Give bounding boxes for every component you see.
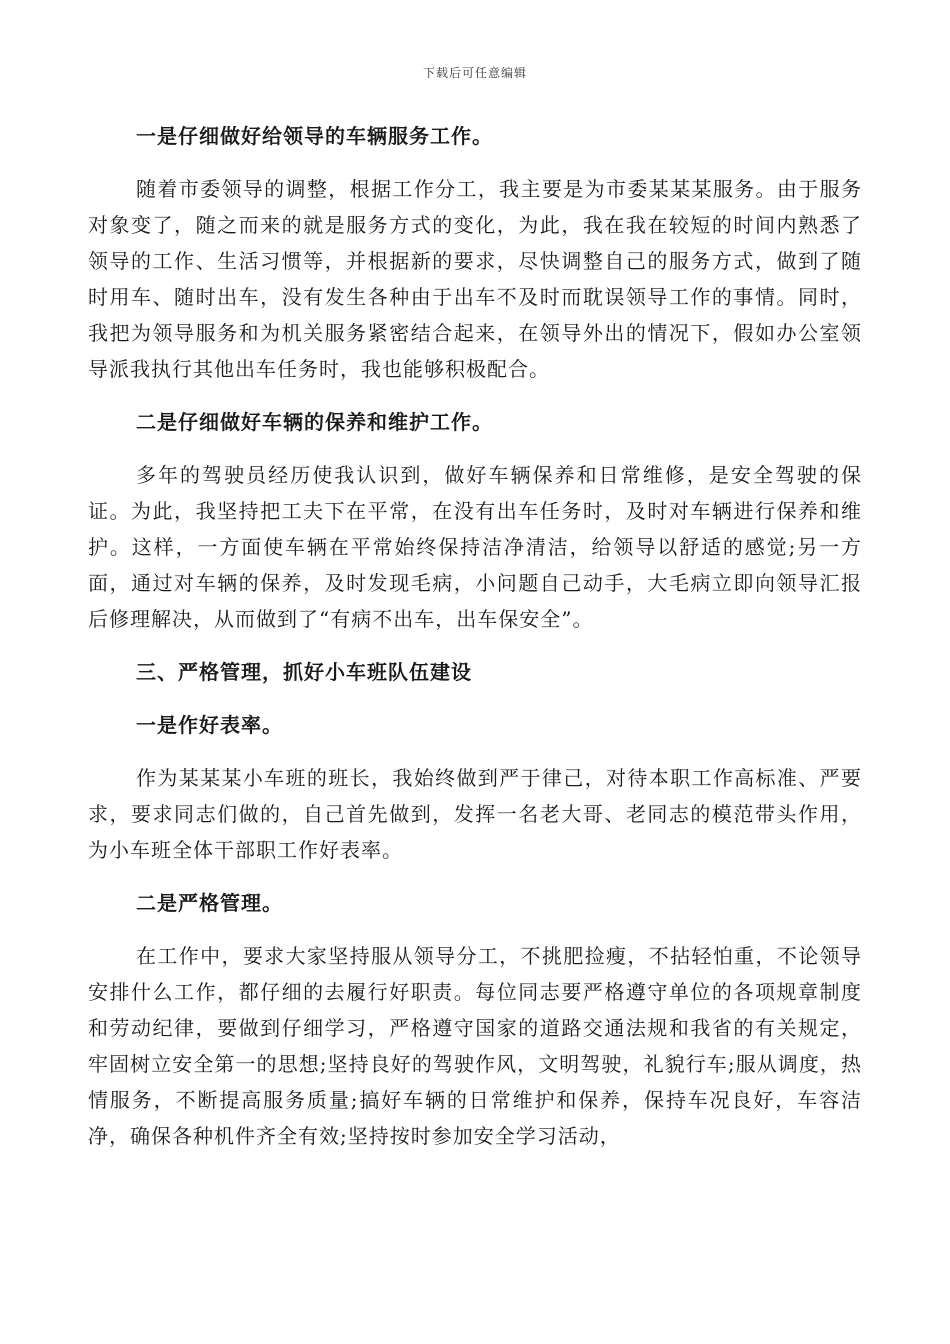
section-heading: 一是仔细做好给领导的车辆服务工作。: [136, 124, 493, 148]
body-paragraph: 随着市委领导的调整，根据工作分工，我主要是为市委某某某服务。由于服务对象变了，随之而来的就是服务方式的变化，为此，我在我在较短的时间内熟悉了领导的工作、生活习惯等，并根据新的要求，尽快调整自己的服务方式，做到了随时用车、随时出车，没有发生各种由于出车不及时而耽误领导工作的事情。同时，我把为领导服务和为机关服务紧密结合起来，在领导外出的情况下，假如办公室领导派我执行其他出车任务时，我也能够积极配合。: [88, 177, 862, 381]
section-heading: 二是仔细做好车辆的保养和维护工作。: [136, 410, 493, 434]
subsection-heading: 二是严格管理。: [136, 891, 283, 915]
body-paragraph: 多年的驾驶员经历使我认识到，做好车辆保养和日常维修，是安全驾驶的保证。为此，我坚持把工夫下在平常，在没有出车任务时，及时对车辆进行保养和维护。这样，一方面使车辆在平常始终保持洁净清洁，给领导以舒适的感觉;另一方面，通过对车辆的保养，及时发现毛病，小问题自己动手，大毛病立即向领导汇报后修理解决，从而做到了“有病不出车，出车保安全”。: [88, 463, 862, 631]
section-heading: 三、严格管理，抓好小车班队伍建设: [136, 660, 472, 684]
page-header-note: 下载后可任意编辑: [422, 66, 527, 80]
subsection-heading: 一是作好表率。: [136, 713, 283, 737]
document-body: [88, 118, 862, 1154]
body-paragraph: 作为某某某小车班的班长，我始终做到严于律己，对待本职工作高标准、严要求，要求同志们做的，自己首先做到，发挥一名老大哥、老同志的模范带头作用，为小车班全体干部职工作好表率。: [88, 766, 862, 862]
body-paragraph: 在工作中，要求大家坚持服从领导分工，不挑肥捡瘦，不拈轻怕重，不论领导安排什么工作，都仔细的去履行好职责。每位同志要严格遵守单位的各项规章制度和劳动纪律，要做到仔细学习，严格遵守国家的道路交通法规和我省的有关规定，牢固树立安全第一的思想;坚持良好的驾驶作风，文明驾驶，礼貌行车;服从调度，热情服务，不断提高服务质量;搞好车辆的日常维护和保养，保持车况良好，车容洁净，确保各种机件齐全有效;坚持按时参加安全学习活动，: [88, 944, 862, 1148]
